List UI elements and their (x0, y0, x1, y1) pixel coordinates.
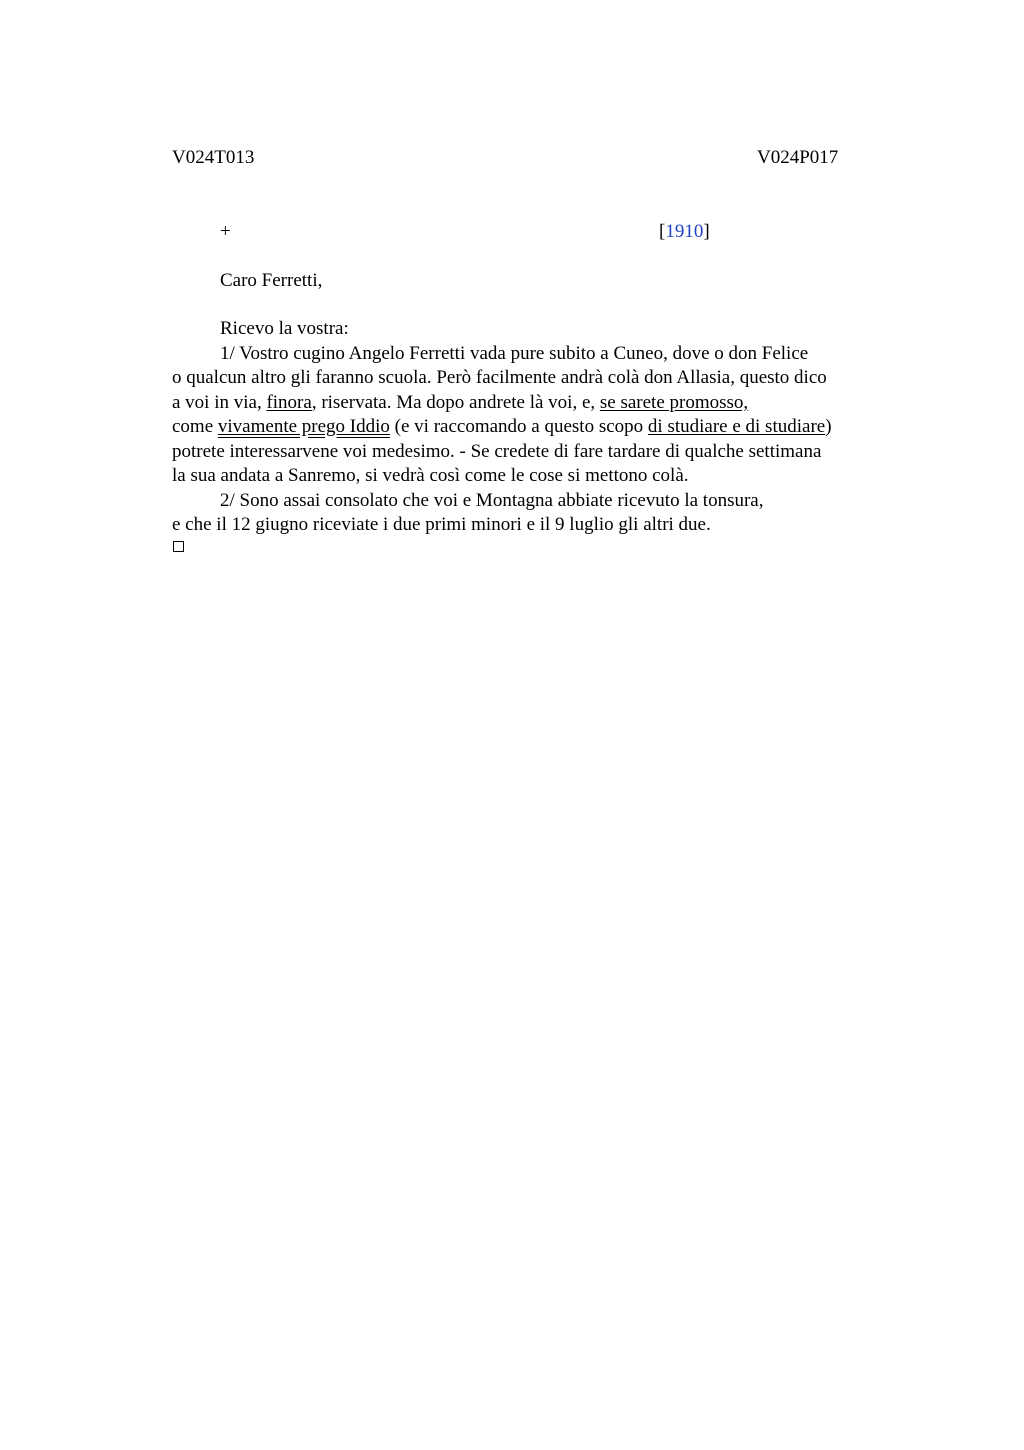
date-year-link[interactable]: 1910 (665, 221, 704, 242)
p2-line-1: 2/ Sono assai consolato che voi e Montagna abbiate ricevuto la tonsura, (220, 490, 764, 511)
date-bracket-open: [ (659, 221, 666, 242)
p1-line-4-text-a: come (172, 416, 218, 437)
p1-line-5: potrete interessarvene voi medesimo. - Se credete di fare tardare di qualche settimana (172, 441, 822, 462)
underlined-di-studiare: di studiare e di studiare (647, 416, 826, 437)
p1-line-6: la sua andata a Sanremo, si vedrà così come le cose si mettono colà. (172, 465, 689, 486)
double-underlined-vivamente-prego-iddio: vivamente prego Iddio (217, 416, 390, 437)
p1-line-3-text-a: a voi in via, (172, 392, 267, 413)
header-right-code: V024P017 (757, 147, 839, 168)
p2-line-2: e che il 12 giugno riceviate i due primi minori e il 9 luglio gli altri due. (172, 514, 711, 535)
p1-line-3-text-b: , riservata. Ma dopo andrete là voi, e, (311, 392, 600, 413)
p1-line-1: 1/ Vostro cugino Angelo Ferretti vada pure subito a Cuneo, dove o don Felice (220, 343, 809, 364)
p1-line-4-text-c: ) (825, 416, 832, 437)
underlined-finora: finora (266, 392, 312, 413)
underlined-se-sarete-promosso: se sarete promosso, (599, 392, 749, 413)
date (659, 220, 710, 244)
salutation: Caro Ferretti, (220, 270, 323, 291)
p1-line-2: o qualcun altro gli faranno scuola. Però facilmente andrà colà don Allasia, questo dico (172, 367, 827, 388)
intro-line: Ricevo la vostra: (220, 318, 349, 339)
end-of-document-box-icon (173, 541, 184, 552)
header-left-code: V024T013 (172, 147, 255, 168)
date-bracket-close: ] (703, 221, 710, 242)
p1-line-3 (172, 391, 748, 415)
p1-line-4-text-b: (e vi raccomando a questo scopo (389, 416, 648, 437)
p1-line-4 (172, 415, 832, 439)
cross-symbol: + (220, 221, 231, 242)
